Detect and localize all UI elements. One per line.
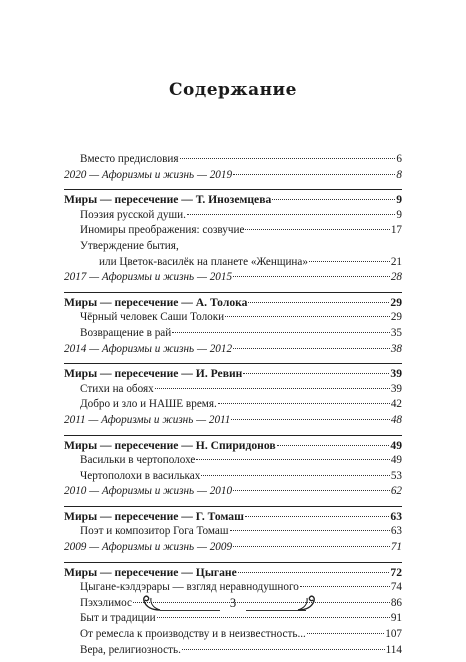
toc-section-heading[interactable] — [64, 295, 402, 311]
toc-entry-title: Миры — пересечение — Цыгане — [64, 565, 237, 579]
toc-entry-aphorisms[interactable] — [64, 270, 402, 286]
toc-entry[interactable] — [64, 208, 402, 224]
toc-entry-page: 29 — [390, 311, 402, 324]
toc-section-heading[interactable] — [64, 565, 402, 581]
toc-entry-aphorisms[interactable] — [64, 540, 402, 556]
toc-entry-page: 71 — [390, 541, 402, 554]
toc-entry-title: Миры — пересечение — И. Ревин — [64, 367, 243, 381]
toc-entry-page: 53 — [390, 469, 402, 482]
dot-leader — [272, 199, 395, 200]
toc-entry-title: 2017 — Афоризмы и жизнь — 2015 — [64, 271, 233, 284]
toc-entry-title: Васильки в чертополохе — [80, 454, 196, 467]
toc-entry-title: Вместо предисловия — [80, 153, 179, 165]
toc-entry[interactable] — [64, 382, 402, 398]
toc-entry[interactable] — [64, 643, 402, 659]
toc-entry-title: Поэзия русской души. — [80, 208, 186, 221]
toc-entry-page: 62 — [390, 485, 402, 498]
page-number: 3 — [229, 596, 237, 610]
dot-leader — [309, 261, 390, 262]
toc-entry-page: 114 — [385, 643, 402, 656]
toc-entry-title: Миры — пересечение — Н. Спиридонов — [64, 438, 276, 452]
dot-leader — [157, 617, 390, 618]
toc-entry-page: 49 — [390, 438, 402, 452]
dot-leader — [196, 459, 389, 460]
toc-entry-title: Поэт и композитор Гога Томаш — [80, 525, 229, 538]
toc-entry-title: Цыгане-кэлдэрары — взгляд неравнодушного — [80, 581, 299, 594]
dot-leader — [307, 633, 384, 634]
dot-leader — [187, 214, 396, 215]
toc-entry-title: Миры — пересечение — Т. Иноземцева — [64, 193, 272, 207]
dot-leader — [245, 229, 389, 230]
toc-entry-title: Чёрный человек Саши Толоки — [80, 311, 225, 324]
page-title: Содержание — [169, 80, 297, 100]
toc-entry[interactable] — [64, 310, 402, 326]
table-of-contents — [64, 152, 402, 658]
toc-entry[interactable] — [64, 239, 402, 270]
toc-entry-title: Пэхэлимос — [80, 596, 132, 609]
toc-entry-page: 39 — [390, 367, 402, 381]
dot-leader — [233, 276, 390, 277]
toc-entry-aphorisms[interactable] — [64, 413, 402, 429]
dot-leader — [233, 546, 390, 547]
toc-entry-page: 28 — [390, 271, 402, 284]
toc-entry[interactable] — [64, 453, 402, 469]
toc-entry-page: 74 — [390, 581, 402, 594]
dot-leader — [180, 158, 396, 159]
dot-leader — [182, 649, 385, 650]
dot-leader — [233, 490, 390, 491]
toc-entry-title: 2011 — Афоризмы и жизнь — 2011 — [64, 413, 231, 426]
toc-entry-title: Миры — пересечение — Г. Томаш — [64, 509, 244, 523]
toc-entry-page: 63 — [390, 509, 402, 523]
toc-entry-page: 39 — [390, 382, 402, 395]
toc-entry-page: 8 — [396, 168, 402, 181]
dot-leader — [248, 302, 389, 303]
toc-intro — [64, 152, 402, 183]
toc-entry[interactable] — [64, 469, 402, 485]
dot-leader — [238, 572, 390, 573]
toc-entry[interactable] — [64, 627, 402, 643]
dot-leader — [233, 348, 390, 349]
toc-entry[interactable] — [64, 326, 402, 342]
toc-entry-title: От ремесла к производству и в неизвестность... — [80, 628, 306, 641]
toc-entry-title-line1: Утверждение бытия, — [80, 239, 179, 252]
page-footer — [0, 592, 466, 616]
toc-section — [64, 435, 402, 500]
toc-entry-page: 35 — [390, 326, 402, 339]
toc-entry-aphorisms[interactable] — [64, 342, 402, 358]
toc-entry-title: Быт и традиции — [80, 612, 156, 625]
toc-entry-page: 49 — [390, 454, 402, 467]
toc-entry-page: 21 — [390, 255, 402, 268]
toc-entry-title: 2010 — Афоризмы и жизнь — 2010 — [64, 485, 233, 498]
toc-entry-page: 9 — [396, 208, 402, 221]
dot-leader — [230, 530, 390, 531]
dot-leader — [233, 174, 395, 175]
toc-entry-aphorisms[interactable] — [64, 484, 402, 500]
dot-leader — [155, 388, 390, 389]
flourish-ornament-icon — [296, 592, 318, 614]
toc-entry-page: 38 — [390, 342, 402, 355]
toc-entry-title-line2: или Цветок-василёк на планете «Женщина» — [99, 255, 308, 268]
dot-leader — [243, 373, 389, 374]
toc-entry-aphorisms[interactable] — [64, 168, 402, 184]
toc-section-heading[interactable] — [64, 192, 402, 208]
toc-entry-page: 91 — [390, 612, 402, 625]
toc-entry-title: 2014 — Афоризмы и жизнь — 2012 — [64, 342, 233, 355]
toc-entry-page: 86 — [390, 596, 402, 609]
dot-leader — [245, 516, 390, 517]
toc-entry-title: Стихи на обоях — [80, 382, 154, 395]
toc-section — [64, 189, 402, 286]
toc-entry-page: 9 — [396, 193, 402, 207]
toc-entry-page: 17 — [390, 224, 402, 237]
toc-entry[interactable] — [64, 397, 402, 413]
toc-entry[interactable] — [64, 152, 402, 168]
toc-entry-page: 107 — [385, 628, 402, 641]
dot-leader — [225, 316, 390, 317]
toc-entry-title: Чертополохи в васильках — [80, 469, 201, 482]
toc-section — [64, 506, 402, 556]
dot-leader — [231, 419, 389, 420]
toc-section-heading[interactable] — [64, 509, 402, 525]
toc-entry[interactable] — [64, 524, 402, 540]
toc-entry-title: Вера, религиозность. — [80, 643, 181, 656]
toc-entry-page: 42 — [390, 398, 402, 411]
toc-entry-title: Возвращение в рай — [80, 326, 172, 339]
toc-entry-page: 72 — [390, 565, 402, 579]
dot-leader — [300, 586, 390, 587]
dot-leader — [201, 475, 389, 476]
toc-section — [64, 363, 402, 428]
toc-section-heading[interactable] — [64, 366, 402, 382]
toc-entry-page: 63 — [390, 525, 402, 538]
toc-entry-page: 48 — [390, 413, 402, 426]
toc-entry-title: 2020 — Афоризмы и жизнь — 2019 — [64, 168, 233, 181]
toc-section — [64, 292, 402, 357]
toc-entry-page: 29 — [390, 295, 402, 309]
toc-entry-title: Миры — пересечение — А. Толока — [64, 295, 248, 309]
toc-entry-title: Добро и зло и НАШЕ время. — [80, 398, 217, 411]
toc-entry[interactable] — [64, 223, 402, 239]
toc-entry-title: Иномиры преображения: созвучие — [80, 224, 245, 237]
toc-section-heading[interactable] — [64, 438, 402, 454]
dot-leader — [277, 445, 390, 446]
dot-leader — [172, 332, 390, 333]
dot-leader — [218, 403, 390, 404]
toc-entry-title: 2009 — Афоризмы и жизнь — 2009 — [64, 541, 233, 554]
toc-entry-page: 6 — [396, 153, 402, 165]
